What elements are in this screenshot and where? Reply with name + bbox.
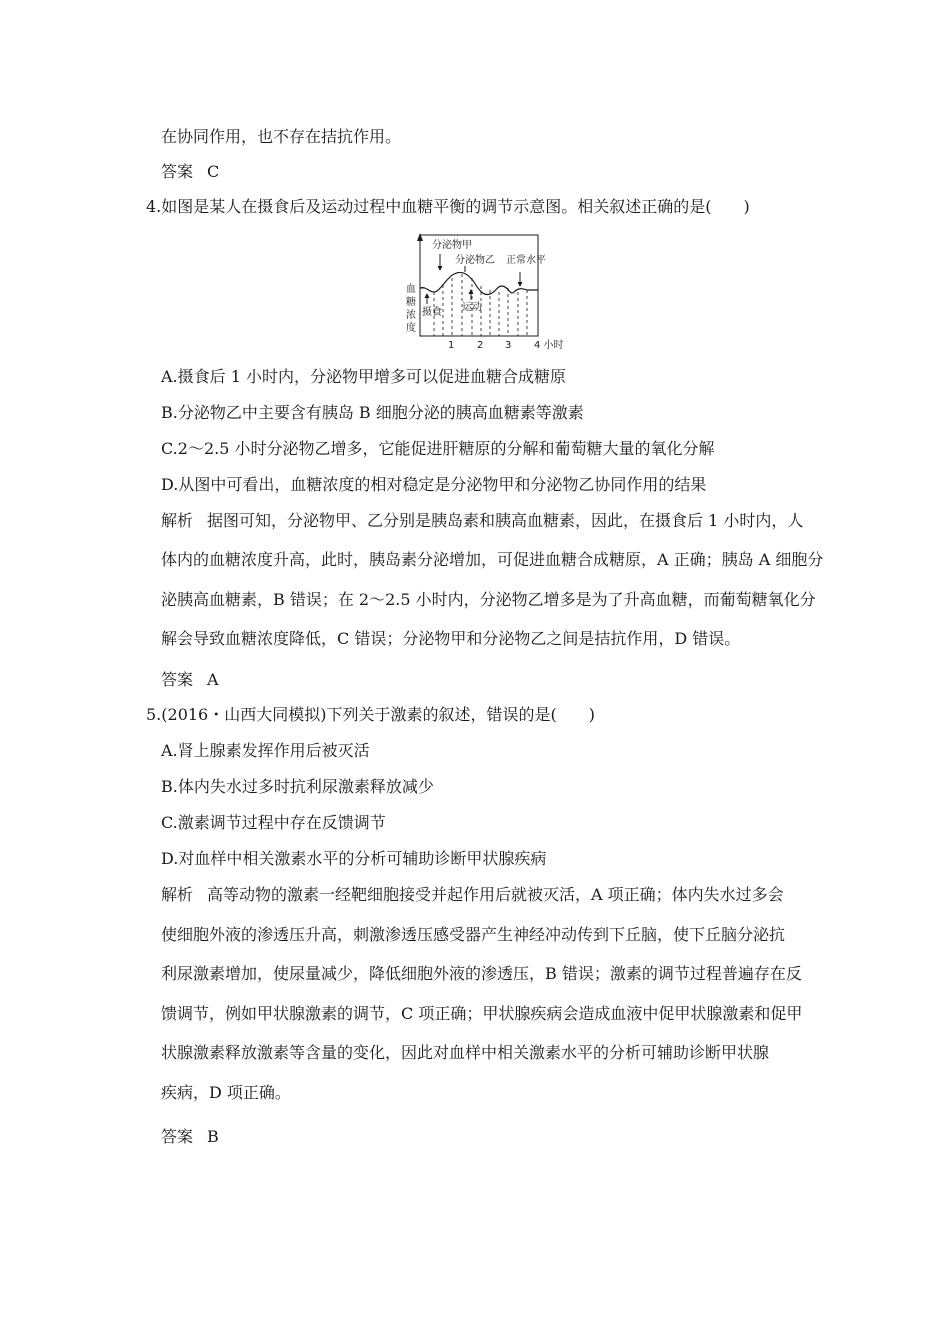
q3-text-tail: 在协同作用，也不存在拮抗作用。 <box>161 127 402 146</box>
q5-analysis-line: 使细胞外液的渗透压升高，刺激渗透压感受器产生神经冲动传到下丘脑，使下丘脑分泌抗 <box>161 925 786 944</box>
label-eat: 摄食 <box>422 307 442 318</box>
answer-label: 答案 <box>161 670 194 689</box>
answer-value: A <box>207 670 219 689</box>
q4-option-c: C.2～2.5 小时分泌物乙增多，它能促进肝糖原的分解和葡萄糖大量的氧化分解 <box>161 439 715 458</box>
q5-analysis-line: 利尿激素增加，使尿量减少，降低细胞外液的渗透压，B 错误；激素的调节过程普遍存在反 <box>161 964 802 983</box>
y-label-char: 血 <box>406 284 416 295</box>
q4-option-a: A.摄食后 1 小时内，分泌物甲增多可以促进血糖合成糖原 <box>161 367 566 386</box>
analysis-label: 解析 <box>161 885 194 904</box>
q3-answer <box>161 161 219 183</box>
q5-option-a: A.肾上腺素发挥作用后被灭活 <box>161 741 370 760</box>
q4-option-d: D.从图中可看出，血糖浓度的相对稳定是分泌物甲和分泌物乙协同作用的结果 <box>161 475 707 494</box>
x-tick-label: 3 <box>505 340 512 351</box>
q5-option-c: C.激素调节过程中存在反馈调节 <box>161 813 386 832</box>
q5-analysis-line: 状腺激素释放激素等含量的变化，因此对血样中相关激素水平的分析可辅助诊断甲状腺 <box>161 1043 770 1062</box>
label-secretion-b: 分泌物乙 <box>455 255 495 266</box>
blood-sugar-diagram <box>396 230 571 355</box>
label-normal-level: 正常水平 <box>506 255 546 266</box>
q5-analysis-line: 疾病，D 项正确。 <box>161 1083 291 1102</box>
y-label-char: 度 <box>406 323 416 334</box>
label-exercise: 运动 <box>462 302 482 313</box>
answer-label: 答案 <box>161 162 194 181</box>
q5-stem: 5.(2016・山西大同模拟)下列关于激素的叙述，错误的是( ) <box>146 705 595 724</box>
q5-analysis-line <box>161 884 784 906</box>
y-label-char: 浓 <box>406 310 416 321</box>
x-tick-label: 2 <box>477 340 484 351</box>
q5-option-d: D.对血样中相关激素水平的分析可辅助诊断甲状腺疾病 <box>161 849 547 868</box>
answer-value: C <box>207 162 220 181</box>
analysis-text: 据图可知，分泌物甲、乙分别是胰岛素和胰高血糖素，因此，在摄食后 1 小时内，人 <box>207 511 804 530</box>
label-secretion-a: 分泌物甲 <box>432 240 472 251</box>
answer-value: B <box>207 1127 219 1146</box>
analysis-label: 解析 <box>161 511 194 530</box>
q4-answer <box>161 669 219 691</box>
q4-analysis-line: 体内的血糖浓度升高，此时，胰岛素分泌增加，可促进血糖合成糖原，A 正确；胰岛 A 细胞分 <box>161 550 824 569</box>
q5-option-b: B.体内失水过多时抗利尿激素释放减少 <box>161 777 434 796</box>
analysis-text: 高等动物的激素一经靶细胞接受并起作用后就被灭活，A 项正确；体内失水过多会 <box>207 885 784 904</box>
q4-analysis-line: 泌胰高血糖素，B 错误；在 2～2.5 小时内，分泌物乙增多是为了升高血糖，而葡萄糖氧化分 <box>161 590 816 609</box>
y-label-char: 糖 <box>406 297 416 308</box>
x-tick-label: 1 <box>448 340 455 351</box>
answer-label: 答案 <box>161 1127 194 1146</box>
q4-analysis-line <box>161 510 803 532</box>
q5-analysis-line: 馈调节，例如甲状腺激素的调节，C 项正确；甲状腺疾病会造成血液中促甲状腺激素和促甲 <box>161 1004 803 1023</box>
x-tick-label: 4 小时 <box>534 340 564 351</box>
q4-option-b: B.分泌物乙中主要含有胰岛 B 细胞分泌的胰高血糖素等激素 <box>161 403 584 422</box>
q4-stem: 4.如图是某人在摄食后及运动过程中血糖平衡的调节示意图。相关叙述正确的是( ) <box>146 197 750 216</box>
q4-analysis-line: 解会导致血糖浓度降低，C 错误；分泌物甲和分泌物乙之间是拮抗作用，D 错误。 <box>161 629 741 648</box>
q5-answer <box>161 1126 219 1148</box>
